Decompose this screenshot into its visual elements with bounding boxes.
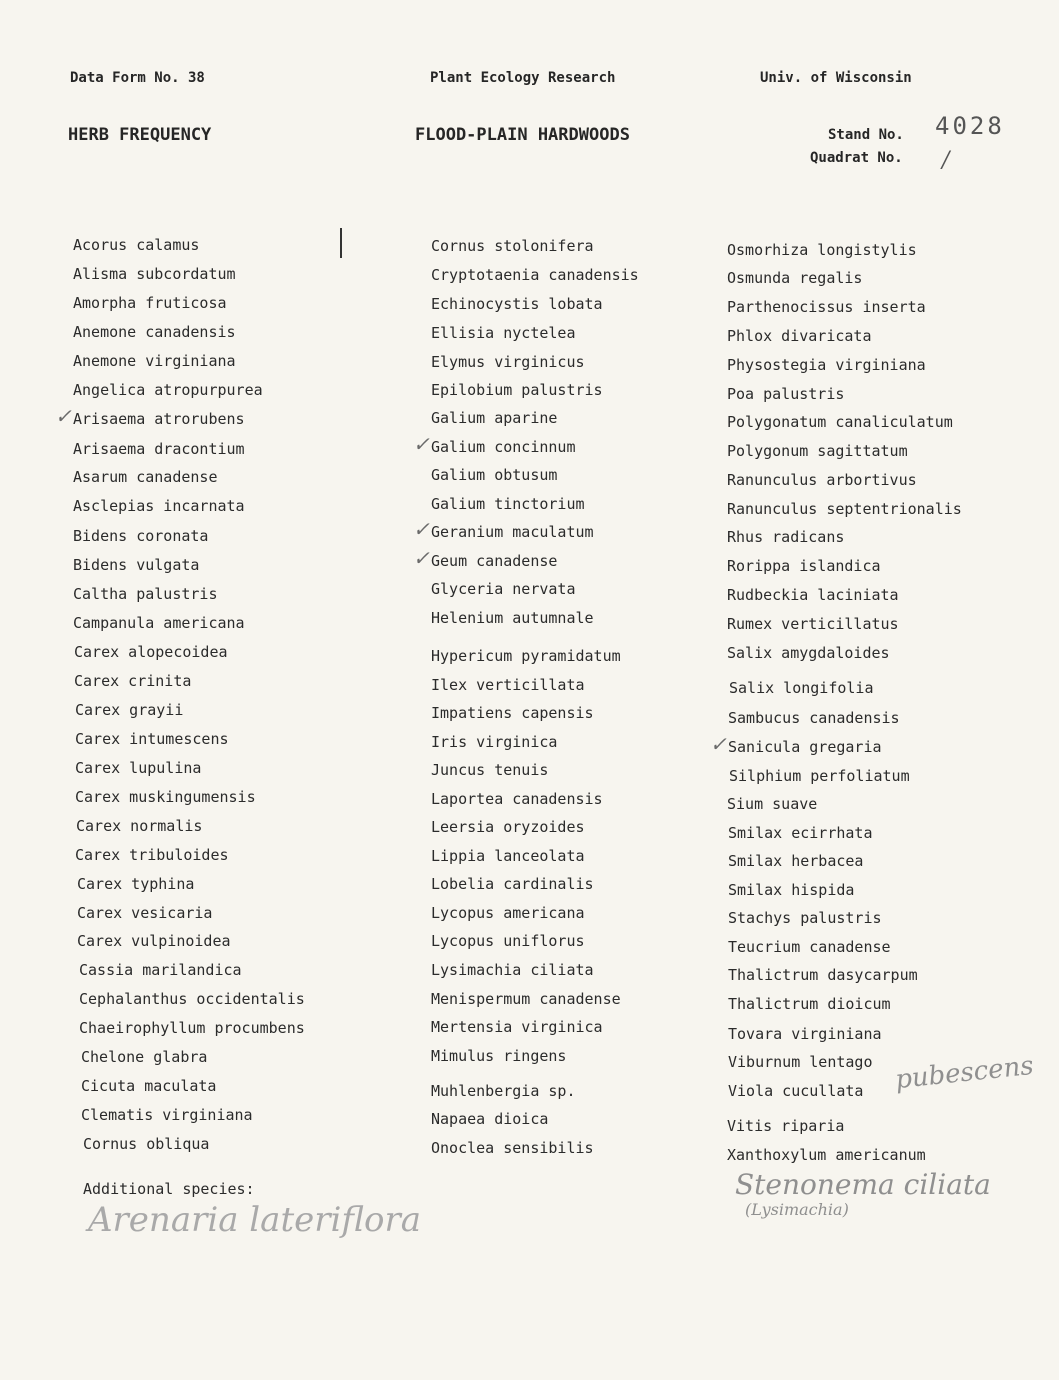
species-item: Stachys palustris (728, 909, 882, 927)
species-item: Smilax ecirrhata (728, 824, 873, 842)
species-item: Carex vulpinoidea (77, 932, 231, 950)
species-item: Ellisia nyctelea (431, 324, 576, 342)
community-title: FLOOD-PLAIN HARDWOODS (415, 125, 630, 145)
species-item: Sambucus canadensis (728, 709, 900, 727)
species-item: Mimulus ringens (431, 1047, 567, 1065)
species-item: Geranium maculatum ✓ (413, 517, 594, 541)
species-item: Cornus stolonifera (431, 237, 594, 255)
species-item: Rhus radicans (727, 528, 845, 546)
species-item: Osmorhiza longistylis (727, 241, 917, 259)
handwritten-viola-note: pubescens (893, 1050, 1036, 1096)
check-mark-icon: ✓ (710, 732, 727, 756)
species-item: Hypericum pyramidatum (431, 647, 621, 665)
species-item: Asclepias incarnata (73, 497, 245, 515)
species-item: Napaea dioica (431, 1110, 549, 1128)
species-item: Muhlenbergia sp. (431, 1082, 576, 1100)
species-item: Galium concinnum ✓ (413, 432, 576, 456)
form-number: Data Form No. 38 (70, 70, 205, 86)
check-mark-icon: ✓ (413, 546, 430, 570)
species-item: Polygonum sagittatum (727, 442, 908, 460)
species-item: Epilobium palustris (431, 381, 603, 399)
species-item: Galium obtusum (431, 466, 558, 484)
quadrat-value: / (942, 148, 950, 173)
species-item: Thalictrum dioicum (728, 995, 891, 1013)
species-item: Polygonatum canaliculatum (727, 413, 953, 431)
species-item: Cornus obliqua (83, 1135, 210, 1153)
species-item: Alisma subcordatum (73, 265, 236, 283)
species-item: Ranunculus septentrionalis (727, 500, 962, 518)
species-item: Menispermum canadense (431, 990, 621, 1008)
species-item: Carex crinita (74, 672, 192, 690)
species-item: Laportea canadensis (431, 790, 603, 808)
species-item: Lycopus americana (431, 904, 585, 922)
species-item: Lippia lanceolata (431, 847, 585, 865)
species-item: Amorpha fruticosa (73, 294, 227, 312)
species-item: Iris virginica (431, 733, 558, 751)
species-item: Vitis riparia (727, 1117, 845, 1135)
species-item: Clematis virginiana (81, 1106, 253, 1124)
species-item: Lobelia cardinalis (431, 875, 594, 893)
quadrat-label: Quadrat No. (810, 150, 903, 166)
species-item: Rorippa islandica (727, 557, 881, 575)
species-item: Carex muskingumensis (75, 788, 256, 806)
institution-dept: Plant Ecology Research (430, 70, 616, 86)
species-item: Geum canadense ✓ (413, 546, 558, 570)
species-item: Physostegia virginiana (727, 356, 926, 374)
species-item: Ilex verticillata (431, 676, 585, 694)
species-item: Impatiens capensis (431, 704, 594, 722)
species-item: Acorus calamus (73, 236, 200, 254)
species-item: Anemone canadensis (73, 323, 236, 341)
species-item: Smilax hispida (728, 881, 855, 899)
species-item: Echinocystis lobata (431, 295, 603, 313)
species-item: Ranunculus arbortivus (727, 471, 917, 489)
species-item: Mertensia virginica (431, 1018, 603, 1036)
species-item: Smilax herbacea (728, 852, 864, 870)
species-item: Teucrium canadense (728, 938, 891, 956)
stand-value: 4028 (935, 112, 1005, 140)
species-item: Carex normalis (76, 817, 203, 835)
species-item: Juncus tenuis (431, 761, 549, 779)
species-item: Carex tribuloides (75, 846, 229, 864)
species-item: Arisaema atrorubens ✓ (55, 404, 245, 428)
species-item: Chelone glabra (81, 1048, 208, 1066)
species-item: Sium suave (727, 795, 818, 813)
species-item: Bidens coronata (73, 527, 209, 545)
species-item: Xanthoxylum americanum (727, 1146, 926, 1164)
species-item: Cassia marilandica (79, 961, 242, 979)
species-item: Lycopus uniflorus (431, 932, 585, 950)
species-item: Carex lupulina (75, 759, 202, 777)
species-item: Carex intumescens (75, 730, 229, 748)
species-item: Poa palustris (727, 385, 845, 403)
species-item: Thalictrum dasycarpum (728, 966, 918, 984)
species-item: Glyceria nervata (431, 580, 576, 598)
form-title: HERB FREQUENCY (68, 125, 212, 145)
species-item: Carex vesicaria (77, 904, 213, 922)
species-item: Caltha palustris (73, 585, 218, 603)
species-item: Salix amygdaloides (727, 644, 890, 662)
species-item: Helenium autumnale (431, 609, 594, 627)
species-item: Leersia oryzoides (431, 818, 585, 836)
species-item: Salix longifolia (729, 679, 874, 697)
species-item: Cryptotaenia canadensis (431, 266, 639, 284)
species-item: Lysimachia ciliata (431, 961, 594, 979)
check-mark-icon: ✓ (413, 517, 430, 541)
species-item: Galium aparine (431, 409, 558, 427)
species-item: Angelica atropurpurea (73, 381, 263, 399)
species-item: Arisaema dracontium (73, 440, 245, 458)
species-item: Carex alopecoidea (74, 643, 228, 661)
species-item: Tovara virginiana (728, 1025, 882, 1043)
species-item: Campanula americana (73, 614, 245, 632)
species-item: Viburnum lentago (728, 1053, 873, 1071)
species-item: Carex grayii (75, 701, 184, 719)
species-item: Sanicula gregaria ✓ (710, 732, 882, 756)
species-item: Rudbeckia laciniata (727, 586, 899, 604)
species-item: Rumex verticillatus (727, 615, 899, 633)
species-item: Silphium perfoliatum (729, 767, 910, 785)
species-item: Onoclea sensibilis (431, 1139, 594, 1157)
check-mark-icon: ✓ (413, 432, 430, 456)
additional-species-label: Additional species: (83, 1180, 255, 1198)
handwritten-additional-species-1: Arenaria lateriflora (88, 1200, 422, 1240)
check-mark-icon: ✓ (55, 404, 72, 428)
species-item: Elymus virginicus (431, 353, 585, 371)
stand-label: Stand No. (828, 127, 904, 143)
species-item: Bidens vulgata (73, 556, 200, 574)
species-item: Asarum canadense (73, 468, 218, 486)
species-item: Parthenocissus inserta (727, 298, 926, 316)
pencil-stroke (340, 228, 342, 258)
handwritten-additional-species-2-note: (Lysimachia) (745, 1200, 849, 1219)
species-item: Phlox divaricata (727, 327, 872, 345)
species-item: Viola cucullata (728, 1082, 864, 1100)
species-item: Anemone virginiana (73, 352, 236, 370)
species-item: Chaeirophyllum procumbens (79, 1019, 305, 1037)
species-item: Galium tinctorium (431, 495, 585, 513)
species-item: Cicuta maculata (81, 1077, 217, 1095)
handwritten-additional-species-2: Stenonema ciliata (735, 1168, 991, 1201)
species-item: Carex typhina (77, 875, 195, 893)
species-item: Cephalanthus occidentalis (79, 990, 305, 1008)
university: Univ. of Wisconsin (760, 70, 912, 86)
species-item: Osmunda regalis (727, 269, 863, 287)
